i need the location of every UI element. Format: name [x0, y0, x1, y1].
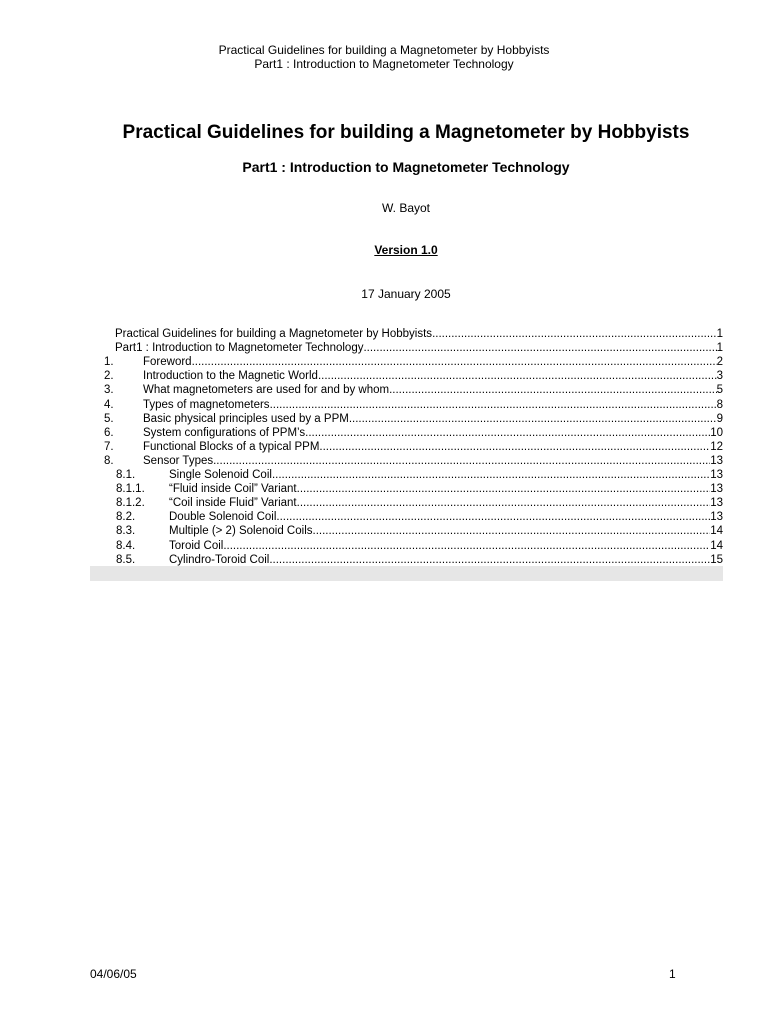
toc-entry-label: Basic physical principles used by a PPM: [143, 412, 349, 425]
toc-entry-label: Multiple (> 2) Solenoid Coils: [169, 525, 313, 538]
toc-entry-number: 1.: [104, 356, 114, 369]
toc-dot-leader: [432, 327, 717, 341]
toc-entry-label: “Coil inside Fluid” Variant: [169, 497, 297, 510]
toc-dot-leader: [297, 496, 711, 510]
toc-entry-page: 1: [716, 342, 723, 355]
toc-entry[interactable]: [90, 510, 723, 524]
toc-entry[interactable]: [90, 454, 723, 468]
toc-entry-page: 5: [716, 384, 723, 397]
toc-entry[interactable]: [90, 553, 723, 567]
toc-entry-label: System configurations of PPM’s: [143, 426, 306, 439]
running-header-title: Practical Guidelines for building a Magnetometer by Hobbyists: [218, 43, 550, 57]
toc-entry-page: 9: [716, 412, 723, 425]
toc-entry-label: Foreword: [143, 356, 192, 369]
toc-entry-label: Double Solenoid Coil: [169, 511, 277, 524]
toc-entry[interactable]: [90, 482, 723, 496]
running-header-subtitle: Part1 : Introduction to Magnetometer Technology: [254, 57, 514, 71]
toc-entry[interactable]: [90, 524, 723, 538]
author: W. Bayot: [381, 201, 431, 215]
toc-entry-label: Introduction to the Magnetic World: [143, 370, 318, 383]
toc-entry-label: Practical Guidelines for building a Magnetometer by Hobbyists: [115, 328, 433, 340]
toc-dot-leader: [270, 398, 717, 412]
toc-entry-number: 8.3.: [116, 525, 136, 538]
toc-entry-page: 13: [710, 511, 723, 524]
toc-dot-leader: [192, 355, 717, 369]
toc-entry-number: 8.4.: [116, 539, 136, 552]
toc-entry[interactable]: [90, 412, 723, 426]
toc-dot-leader: [305, 426, 710, 440]
toc-entry-number: 8.2.: [116, 511, 136, 524]
toc-entry-page: 15: [710, 553, 723, 566]
toc-entry-label: Sensor Types: [143, 454, 214, 467]
toc-entry-number: 8.1.: [116, 469, 136, 481]
toc-entry[interactable]: [90, 426, 723, 440]
toc-entry-page: 14: [710, 539, 723, 552]
toc-dot-leader: [318, 369, 717, 383]
toc-entry-label: “Fluid inside Coil” Variant: [169, 483, 297, 496]
toc-entry-label: Part1 : Introduction to Magnetometer Technology: [115, 342, 364, 355]
toc-entry-page: 12: [710, 440, 723, 453]
toc-entry[interactable]: [90, 539, 723, 553]
toc-entry-number: 3.: [104, 384, 114, 397]
toc-entry-number: 8.1.1.: [116, 483, 145, 496]
toc-entry-page: 14: [710, 525, 723, 538]
toc-dot-leader: [349, 412, 717, 426]
toc-entry-page: 10: [710, 426, 723, 439]
toc-entry-number: 8.5.: [116, 553, 136, 566]
toc-entry-number: 8.: [104, 454, 114, 467]
footer-date: 04/06/05: [90, 967, 137, 981]
toc-entry-page: 3: [716, 370, 723, 383]
toc-entry-label: Types of magnetometers: [143, 398, 270, 411]
toc-dot-leader: [213, 454, 710, 468]
toc-entry-page: 2: [716, 356, 723, 369]
toc-entry-page: 1: [716, 328, 723, 340]
toc-dot-leader: [269, 553, 710, 567]
document-date: 17 January 2005: [361, 287, 451, 301]
document-title: Practical Guidelines for building a Magnetometer by Hobbyists: [122, 122, 690, 143]
toc-dot-leader: [276, 510, 710, 524]
toc-entry-label: Cylindro-Toroid Coil: [169, 553, 270, 566]
toc-entry-number: 8.1.2.: [116, 497, 145, 510]
toc-dot-leader: [389, 383, 717, 397]
toc-entry-label: What magnetometers are used for and by whom: [143, 384, 390, 397]
toc-entry-page: 8: [716, 398, 723, 411]
toc-entry-number: 7.: [104, 440, 114, 453]
toc-entry[interactable]: [90, 369, 723, 383]
toc-entry-label: Toroid Coil: [169, 539, 224, 552]
toc-entry[interactable]: [90, 496, 723, 510]
toc-entry-number: 2.: [104, 370, 114, 383]
toc-entry-page: 13: [710, 497, 723, 510]
toc-dot-leader: [297, 482, 711, 496]
toc-entry-number: 5.: [104, 412, 114, 425]
toc-entry[interactable]: [90, 468, 723, 482]
toc-entry[interactable]: [90, 398, 723, 412]
toc-entry[interactable]: [90, 440, 723, 454]
footer-page-number: 1: [669, 967, 676, 981]
toc-dot-leader: [363, 341, 716, 355]
toc-entry-page: 13: [710, 469, 723, 481]
toc-entry-page: 13: [710, 454, 723, 467]
toc-entry[interactable]: [90, 341, 723, 355]
toc-dot-leader: [272, 468, 710, 482]
document-subtitle: Part1 : Introduction to Magnetometer Technology: [242, 159, 570, 175]
toc-dot-leader: [319, 440, 710, 454]
toc-shaded-band: [90, 566, 723, 581]
toc-dot-leader: [313, 524, 711, 538]
toc-dot-leader: [223, 539, 710, 553]
toc-entry[interactable]: [90, 383, 723, 397]
version-label: Version 1.0: [374, 243, 438, 257]
toc-entry-number: 4.: [104, 398, 114, 411]
toc-entry[interactable]: [90, 355, 723, 369]
toc-entry[interactable]: [90, 327, 723, 341]
toc-entry-label: Functional Blocks of a typical PPM: [143, 440, 320, 453]
toc-entry-page: 13: [710, 483, 723, 496]
toc-entry-label: Single Solenoid Coil: [169, 469, 272, 481]
toc-entry-number: 6.: [104, 426, 114, 439]
table-of-contents: [90, 327, 723, 581]
